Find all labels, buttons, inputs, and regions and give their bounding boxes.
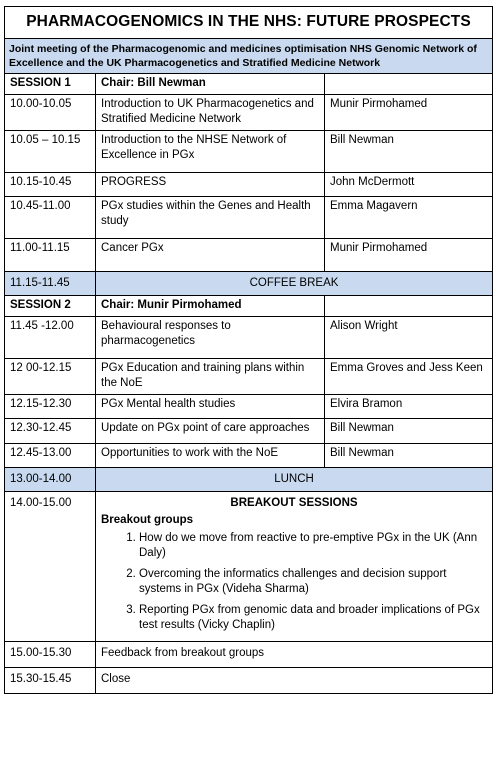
topic-cell: PROGRESS <box>96 173 325 197</box>
topic-cell: Update on PGx point of care approaches <box>96 419 325 444</box>
topic-cell: Opportunities to work with the NoE <box>96 444 325 468</box>
time-cell: 13.00-14.00 <box>5 468 96 492</box>
table-row <box>5 95 493 131</box>
agenda-page <box>4 6 492 694</box>
speaker-cell: Bill Newman <box>325 131 493 173</box>
lunch-row <box>5 468 493 492</box>
time-cell: 12 00-12.15 <box>5 359 96 395</box>
breakout-cell <box>96 492 493 642</box>
time-cell: 11.00-11.15 <box>5 239 96 272</box>
time-cell: 14.00-15.00 <box>5 492 96 642</box>
topic-cell: PGx Education and training plans within the NoE <box>96 359 325 395</box>
table-row <box>5 239 493 272</box>
lunch-label: LUNCH <box>96 468 493 492</box>
breakout-list <box>101 531 487 633</box>
time-cell: 10.15-10.45 <box>5 173 96 197</box>
topic-cell: PGx Mental health studies <box>96 395 325 419</box>
session-label: SESSION 1 <box>5 74 96 95</box>
session-2-header <box>5 296 493 317</box>
table-row <box>5 131 493 173</box>
table-row <box>5 668 493 694</box>
table-row <box>5 197 493 239</box>
time-cell: 15.30-15.45 <box>5 668 96 694</box>
table-row <box>5 173 493 197</box>
time-cell: 10.45-11.00 <box>5 197 96 239</box>
coffee-break-row <box>5 272 493 296</box>
breakout-row <box>5 492 493 642</box>
list-item: 3. Reporting PGx from genomic data and broader implications of PGx test results (Vicky Chaplin) <box>139 603 487 633</box>
speaker-cell: Munir Pirmohamed <box>325 239 493 272</box>
time-cell: 12.30-12.45 <box>5 419 96 444</box>
speaker-cell: Elvira Bramon <box>325 395 493 419</box>
table-row <box>5 444 493 468</box>
empty-cell <box>325 74 493 95</box>
breakout-heading: BREAKOUT SESSIONS <box>230 497 358 509</box>
table-row <box>5 419 493 444</box>
session-1-header <box>5 74 493 95</box>
table-row <box>5 395 493 419</box>
speaker-cell: Emma Magavern <box>325 197 493 239</box>
topic-cell: PGx studies within the Genes and Health study <box>96 197 325 239</box>
topic-cell: Feedback from breakout groups <box>96 642 493 668</box>
topic-cell: Behavioural responses to pharmacogenetics <box>96 317 325 359</box>
coffee-break-label: COFFEE BREAK <box>96 272 493 296</box>
breakout-groups-label: Breakout groups <box>101 514 194 526</box>
topic-cell: Introduction to UK Pharmacogenetics and Stratified Medicine Network <box>96 95 325 131</box>
agenda-table <box>4 6 493 694</box>
topic-cell: Introduction to the NHSE Network of Excellence in PGx <box>96 131 325 173</box>
table-row <box>5 317 493 359</box>
session-chair: Chair: Bill Newman <box>96 74 325 95</box>
agenda-title: PHARMACOGENOMICS IN THE NHS: FUTURE PROSPECTS <box>5 7 493 39</box>
table-row <box>5 642 493 668</box>
topic-cell: Close <box>96 668 493 694</box>
list-item: 1. How do we move from reactive to pre-emptive PGx in the UK (Ann Daly) <box>139 531 487 561</box>
time-cell: 15.00-15.30 <box>5 642 96 668</box>
speaker-cell: Emma Groves and Jess Keen <box>325 359 493 395</box>
empty-cell <box>325 296 493 317</box>
session-label: SESSION 2 <box>5 296 96 317</box>
speaker-cell: John McDermott <box>325 173 493 197</box>
time-cell: 11.15-11.45 <box>5 272 96 296</box>
speaker-cell: Munir Pirmohamed <box>325 95 493 131</box>
speaker-cell: Alison Wright <box>325 317 493 359</box>
time-cell: 12.15-12.30 <box>5 395 96 419</box>
table-row <box>5 359 493 395</box>
time-cell: 10.00-10.05 <box>5 95 96 131</box>
time-cell: 12.45-13.00 <box>5 444 96 468</box>
speaker-cell: Bill Newman <box>325 444 493 468</box>
list-item: 2. Overcoming the informatics challenges and decision support systems in PGx (Videha Sharma) <box>139 567 487 597</box>
session-chair: Chair: Munir Pirmohamed <box>96 296 325 317</box>
topic-cell: Cancer PGx <box>96 239 325 272</box>
time-cell: 10.05 – 10.15 <box>5 131 96 173</box>
time-cell: 11.45 -12.00 <box>5 317 96 359</box>
speaker-cell: Bill Newman <box>325 419 493 444</box>
agenda-subtitle: Joint meeting of the Pharmacogenomic and medicines optimisation NHS Genomic Network of Excellence and the UK Pharmacogenetics and Stratified Medicine Network <box>5 39 493 74</box>
